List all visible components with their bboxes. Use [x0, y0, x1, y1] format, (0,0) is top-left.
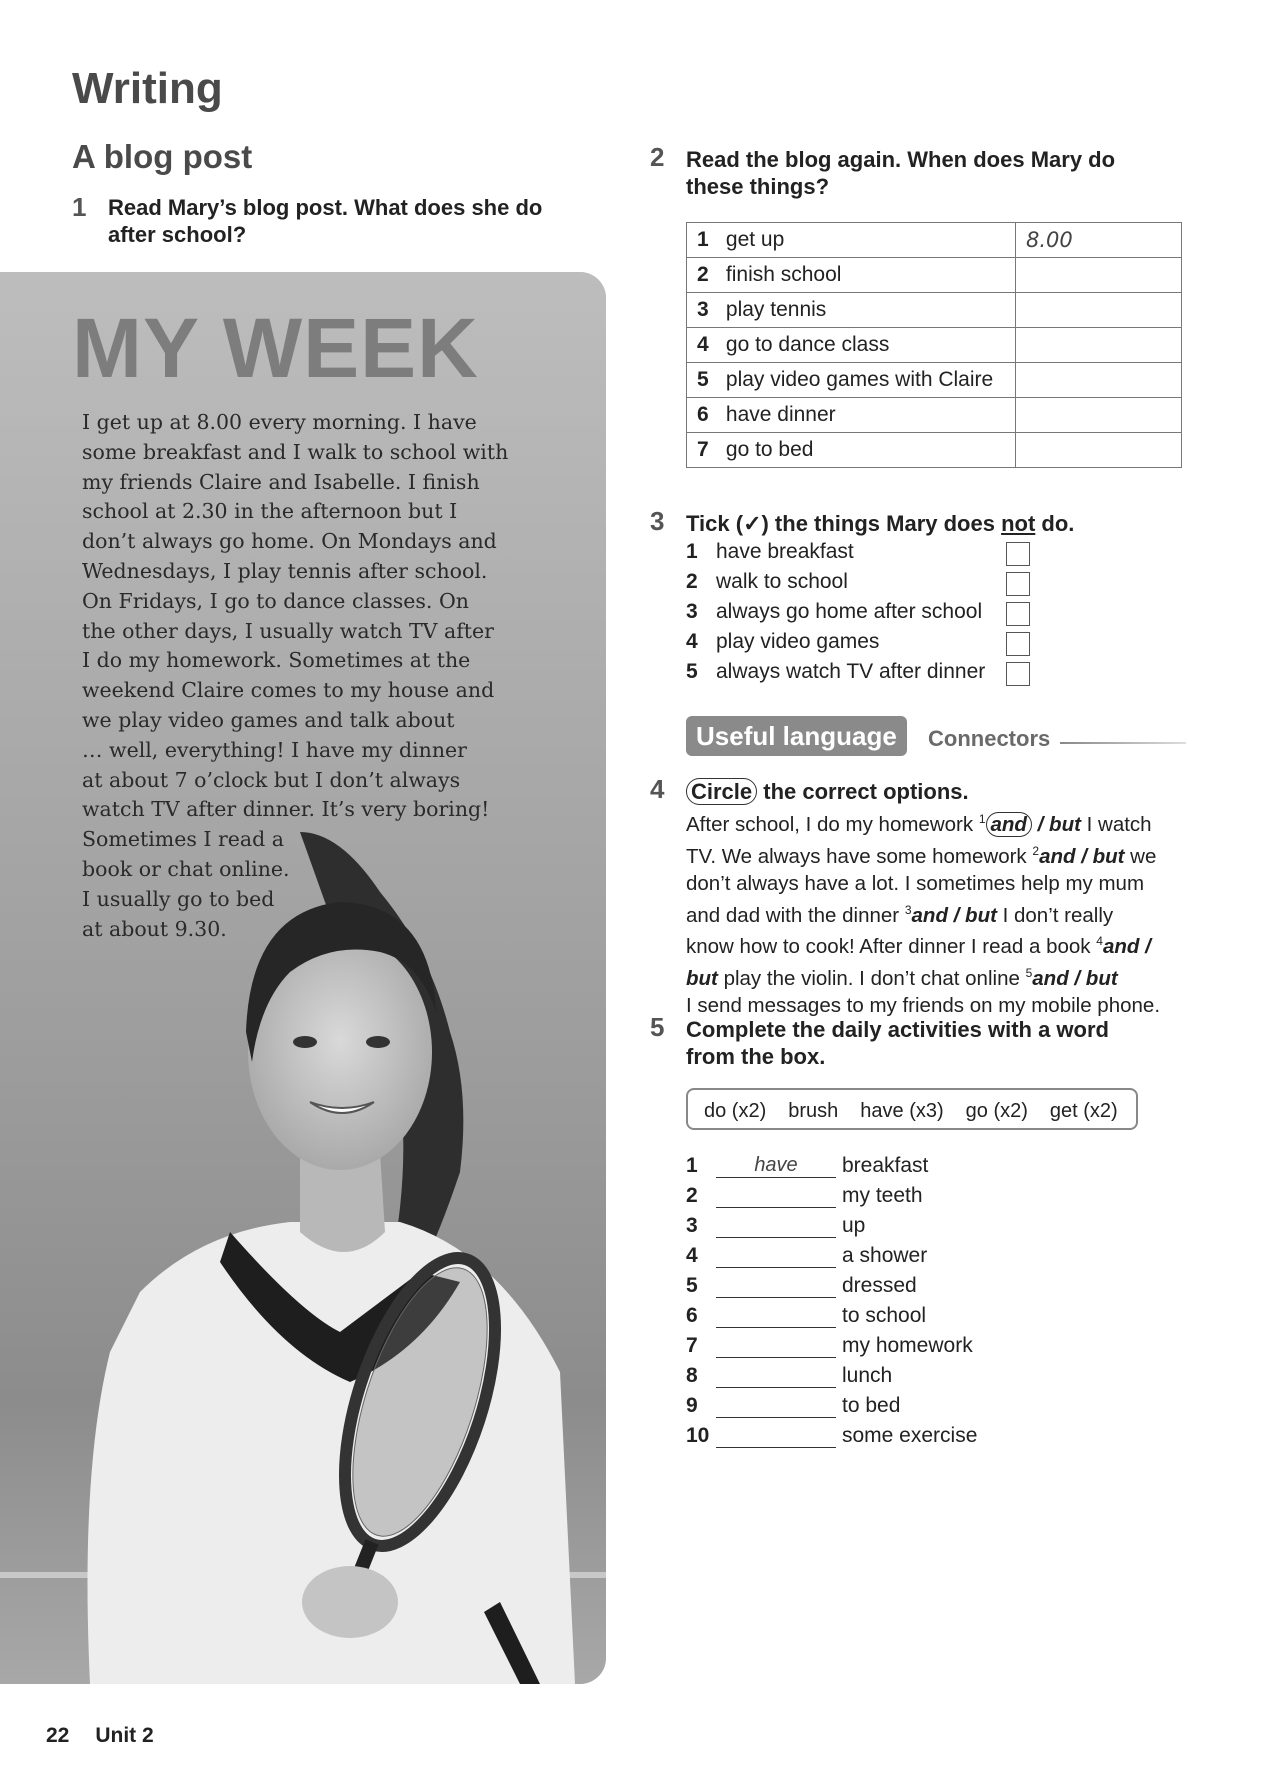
- table-row: [687, 258, 1182, 293]
- blog-title: MY WEEK: [72, 301, 479, 395]
- list-item: [686, 540, 854, 564]
- exercise-1-instruction-line: after school?: [108, 222, 247, 247]
- list-item: [686, 1244, 927, 1274]
- circled-answer-and[interactable]: and: [986, 812, 1032, 837]
- list-item: [686, 1214, 865, 1244]
- exercise-3-number: 3: [650, 506, 665, 536]
- item-number: 3: [686, 600, 698, 623]
- exercise-1-instruction: [108, 194, 542, 248]
- text-fragment: know how to cook! After dinner I read a book: [686, 935, 1097, 959]
- item-number: 5: [686, 1274, 698, 1297]
- list-item: [686, 1304, 926, 1334]
- word-box-item: go (x2): [965, 1100, 1028, 1122]
- blog-line: Wednesdays, I play tennis after school.: [82, 558, 488, 583]
- divider: [1060, 742, 1186, 744]
- option-but[interactable]: but: [1049, 812, 1081, 836]
- row-number: 5: [687, 363, 716, 398]
- exercise-2-instruction-line: these things?: [686, 174, 830, 199]
- text-fragment: play the violin. I don’t chat online: [717, 967, 1026, 991]
- list-item: [686, 570, 848, 594]
- word-box-item: do (x2): [704, 1100, 767, 1122]
- exercise-4-number: 4: [650, 774, 665, 804]
- table-row: [687, 223, 1182, 258]
- item-number: 2: [686, 1184, 698, 1207]
- list-item: [686, 600, 982, 624]
- option-pair[interactable]: and /: [1102, 935, 1151, 959]
- item-number: 9: [686, 1394, 698, 1417]
- circle-word: Circle: [686, 778, 757, 805]
- text-fragment: After school, I do my homework: [686, 812, 979, 836]
- word-box-item: brush: [788, 1100, 839, 1122]
- blog-line: we play video games and talk about: [82, 707, 455, 732]
- gap-number: 1: [978, 812, 986, 826]
- table-row: [687, 293, 1182, 328]
- text-line: don’t always have a lot. I sometimes help my mum: [686, 871, 1145, 895]
- exercise-2-instruction: [686, 146, 1115, 200]
- item-number: 7: [686, 1334, 698, 1357]
- instruction-text: the correct options.: [757, 779, 969, 804]
- blog-line: book or chat online.: [82, 856, 290, 881]
- instruction-emphasis: not: [1001, 511, 1036, 536]
- gap-number: 3: [904, 902, 912, 917]
- row-activity: get up: [716, 223, 1016, 258]
- item-text: always watch TV after dinner: [716, 660, 986, 683]
- row-activity: finish school: [716, 258, 1016, 293]
- useful-language-topic: Connectors: [928, 726, 1051, 751]
- list-item: [686, 1364, 892, 1394]
- blank-input[interactable]: [716, 1425, 836, 1448]
- text-line: [686, 806, 1206, 838]
- table-row: [687, 433, 1182, 468]
- blank-input[interactable]: [716, 1365, 836, 1388]
- item-text: walk to school: [716, 570, 848, 593]
- row-answer-input[interactable]: [1015, 293, 1181, 328]
- exercise-2-table: [686, 222, 1182, 468]
- item-text: dressed: [842, 1274, 917, 1297]
- blog-line: On Fridays, I go to dance classes. On: [82, 588, 469, 613]
- gap-number: 4: [1096, 934, 1103, 949]
- table-row: [687, 328, 1182, 363]
- item-number: 8: [686, 1364, 698, 1387]
- blog-line: watch TV after dinner. It’s very boring!: [82, 797, 490, 822]
- row-number: 4: [687, 328, 716, 363]
- item-number: 5: [686, 660, 698, 683]
- item-text: a shower: [842, 1244, 928, 1267]
- exercise-2-instruction-line: Read the blog again. When does Mary do: [686, 147, 1116, 172]
- list-item: [686, 1154, 928, 1184]
- exercise-2-number: 2: [650, 142, 665, 172]
- blog-line: I do my homework. Sometimes at the: [82, 648, 471, 673]
- text-fragment: I don’t really: [996, 903, 1114, 927]
- row-number: 1: [687, 223, 716, 258]
- table-row: [687, 363, 1182, 398]
- row-number: 3: [687, 293, 716, 328]
- item-text: my teeth: [842, 1184, 923, 1207]
- blank-input[interactable]: [716, 1305, 836, 1328]
- instruction-text: do.: [1035, 511, 1075, 536]
- tick-checkbox[interactable]: [1006, 662, 1030, 686]
- text-fragment: we: [1124, 844, 1157, 868]
- page-title: Writing: [72, 64, 223, 113]
- item-number: 4: [686, 630, 698, 653]
- row-activity: play tennis: [716, 293, 1016, 328]
- exercise-5-instruction: [686, 1016, 1109, 1070]
- exercise-5-instruction-line: Complete the daily activities with a word: [686, 1017, 1109, 1042]
- option-separator: /: [1031, 812, 1050, 836]
- row-activity: go to bed: [716, 433, 1016, 468]
- option-pair[interactable]: and / but: [1039, 844, 1125, 868]
- page-footer: [46, 1724, 154, 1748]
- exercise-4-text: [686, 806, 1206, 1019]
- list-item: [686, 660, 985, 684]
- list-item: [686, 1274, 917, 1304]
- blank-input[interactable]: [716, 1215, 836, 1238]
- gap-number: 5: [1025, 966, 1033, 981]
- row-answer-input[interactable]: [1015, 433, 1181, 468]
- section-subtitle: A blog post: [72, 138, 253, 175]
- blog-body: [82, 408, 527, 944]
- blog-line: don’t always go home. On Mondays and: [82, 529, 497, 554]
- blog-line: some breakfast and I walk to school with: [82, 439, 509, 464]
- item-text: up: [842, 1214, 866, 1237]
- tick-checkbox[interactable]: [1006, 542, 1030, 566]
- item-number: 4: [686, 1244, 698, 1267]
- gap-number: 2: [1032, 843, 1040, 858]
- item-number: 1: [686, 540, 698, 563]
- blank-input[interactable]: [716, 1185, 836, 1208]
- list-item: [686, 630, 879, 654]
- item-text: have breakfast: [716, 540, 854, 563]
- row-answer-input[interactable]: [1015, 398, 1181, 433]
- tick-checkbox[interactable]: [1006, 602, 1030, 626]
- text-line: [686, 960, 1206, 992]
- text-fragment: TV. We always have some homework: [686, 844, 1033, 868]
- row-answer-input[interactable]: [1015, 363, 1181, 398]
- item-text: my homework: [842, 1334, 973, 1357]
- row-answer-input[interactable]: [1015, 258, 1181, 293]
- list-item: [686, 1184, 923, 1214]
- exercise-5-number: 5: [650, 1012, 665, 1042]
- item-text: lunch: [842, 1364, 893, 1387]
- text-line: [686, 928, 1206, 960]
- blank-input[interactable]: [716, 1245, 836, 1268]
- list-item: [686, 1334, 973, 1364]
- row-number: 2: [687, 258, 716, 293]
- blog-line: my friends Claire and Isabelle. I finish: [82, 469, 480, 494]
- list-item: [686, 1424, 977, 1454]
- useful-language-badge: Useful language: [686, 716, 907, 756]
- blog-line: school at 2.30 in the afternoon but I: [82, 499, 458, 524]
- instruction-text: Tick (✓) the things Mary does: [686, 511, 1002, 536]
- blog-line: I usually go to bed: [82, 886, 275, 911]
- row-activity: go to dance class: [716, 328, 1016, 363]
- text-fragment: I watch: [1080, 812, 1152, 836]
- item-text: to bed: [842, 1394, 901, 1417]
- page-number: 22: [46, 1724, 70, 1747]
- row-number: 6: [687, 398, 716, 433]
- blog-line: I get up at 8.00 every morning. I have: [82, 410, 477, 434]
- blog-line: Sometimes I read a: [82, 827, 284, 852]
- item-text: some exercise: [842, 1424, 978, 1447]
- tick-checkbox[interactable]: [1006, 632, 1030, 656]
- exercise-4-instruction: [686, 778, 969, 805]
- text-line: [686, 838, 1206, 870]
- item-number: 6: [686, 1304, 698, 1327]
- row-answer-input[interactable]: [1015, 328, 1181, 363]
- option-pair[interactable]: and / but: [911, 903, 997, 927]
- exercise-3-instruction: [686, 510, 1074, 537]
- text-fragment: and dad with the dinner: [686, 903, 905, 927]
- unit-label: Unit 2: [95, 1724, 154, 1747]
- table-row: [687, 398, 1182, 433]
- item-number: 1: [686, 1154, 698, 1177]
- text-line: I send messages to my friends on my mobile phone.: [686, 994, 1161, 1018]
- row-activity: have dinner: [716, 398, 1016, 433]
- row-number: 7: [687, 433, 716, 468]
- exercise-5-instruction-line: from the box.: [686, 1044, 826, 1069]
- option-pair[interactable]: and / but: [1032, 967, 1118, 991]
- text-line: [686, 897, 1206, 929]
- word-box-item: get (x2): [1049, 1100, 1118, 1122]
- word-box: [686, 1088, 1138, 1130]
- item-text: play video games: [716, 630, 880, 653]
- item-number: 2: [686, 570, 698, 593]
- blank-input[interactable]: [716, 1335, 836, 1358]
- blog-line: at about 9.30.: [82, 916, 227, 941]
- list-item: [686, 1394, 900, 1424]
- exercise-1-instruction-line: Read Mary’s blog post. What does she do: [108, 195, 543, 220]
- blog-line: … well, everything! I have my dinner: [82, 737, 467, 762]
- item-number: 3: [686, 1214, 698, 1237]
- blog-line: at about 7 o’clock but I don’t always: [82, 767, 461, 792]
- row-answer-input[interactable]: 8.00: [1015, 223, 1181, 258]
- blog-line: weekend Claire comes to my house and: [82, 678, 495, 703]
- item-text: always go home after school: [716, 600, 983, 623]
- item-number: 10: [686, 1424, 710, 1447]
- blank-input[interactable]: have: [716, 1155, 836, 1178]
- item-text: breakfast: [842, 1154, 929, 1177]
- exercise-1-number: 1: [72, 192, 87, 222]
- row-activity: play video games with Claire: [716, 363, 1016, 398]
- word-box-item: have (x3): [860, 1100, 944, 1122]
- blank-input[interactable]: [716, 1275, 836, 1298]
- blank-input[interactable]: [716, 1395, 836, 1418]
- blog-line: the other days, I usually watch TV after: [82, 618, 494, 643]
- option-pair[interactable]: but: [686, 967, 718, 991]
- item-text: to school: [842, 1304, 927, 1327]
- tick-checkbox[interactable]: [1006, 572, 1030, 596]
